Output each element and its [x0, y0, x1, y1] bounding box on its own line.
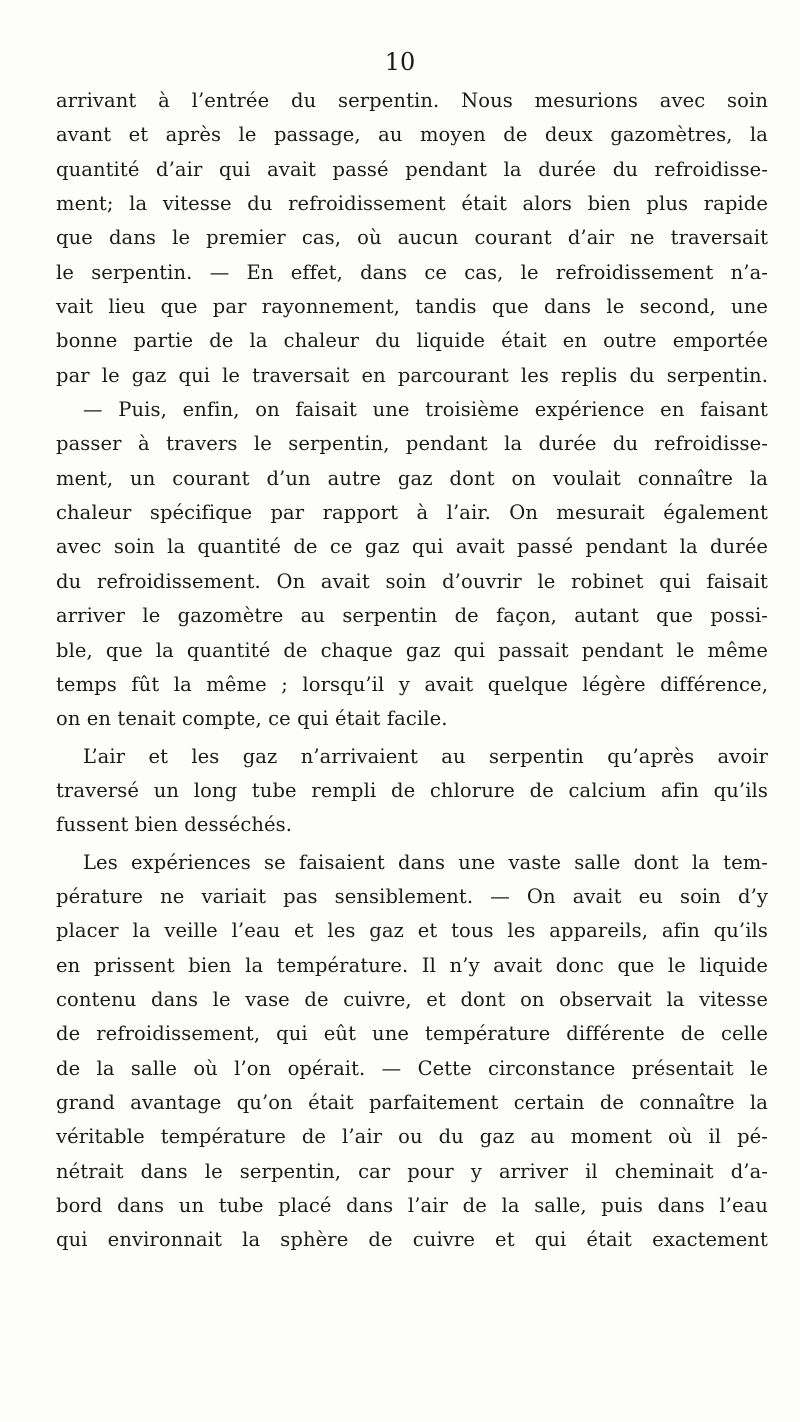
text-line: on en tenait compte, ce qui était facile. [56, 707, 448, 731]
text-line: avant et après le passage, au moyen de deux gazomètres, la [56, 123, 768, 147]
text-line: avec soin la quantité de ce gaz qui avait passé pendant la durée [56, 535, 768, 559]
text-line: Les expériences se faisaient dans une vaste salle dont la tem- [83, 850, 768, 874]
text-line: ble, que la quantité de chaque gaz qui passait pendant le même [56, 638, 768, 662]
text-line: par le gaz qui le traversait en parcourant les replis du serpentin. [56, 363, 768, 387]
body-text [56, 84, 768, 1258]
text-line: nétrait dans le serpentin, car pour y arriver il cheminait d’a- [56, 1159, 768, 1183]
text-line: bord dans un tube placé dans l’air de la salle, puis dans l’eau [56, 1194, 768, 1217]
text-line: du refroidissement. On avait soin d’ouvrir le robinet qui faisait [56, 569, 768, 593]
text-line: L’air et les gaz n’arrivaient au serpentin qu’après avoir [83, 744, 768, 768]
page-number: 10 [384, 48, 416, 76]
text-line: contenu dans le vase de cuivre, et dont on observait la vitesse [56, 987, 768, 1011]
text-line: de la salle où l’on opérait. — Cette circonstance présentait le [56, 1056, 768, 1080]
text-line: de refroidissement, qui eût une température différente de celle [56, 1022, 768, 1046]
text-line: quantité d’air qui avait passé pendant la durée du refroidisse- [56, 157, 768, 181]
text-line: bonne partie de la chaleur du liquide était en outre emportée [56, 329, 768, 353]
text-line: passer à travers le serpentin, pendant la durée du refroidisse- [56, 432, 768, 456]
text-line: traversé un long tube rempli de chlorure de calcium afin qu’ils [56, 778, 768, 802]
text-line: placer la veille l’eau et les gaz et tous les appareils, afin qu’ils [56, 919, 768, 943]
text-line: en prissent bien la température. Il n’y avait donc que le liquide [56, 953, 768, 977]
text-line: fussent bien desséchés. [56, 813, 293, 837]
text-line: que dans le premier cas, où aucun courant d’air ne traversait [56, 226, 768, 250]
text-line: chaleur spécifique par rapport à l’air. On mesurait également [56, 501, 768, 525]
text-line: le serpentin. — En effet, dans ce cas, le refroidissement n’a- [56, 260, 768, 284]
text-line: ment, un courant d’un autre gaz dont on voulait connaître la [56, 466, 768, 490]
text-line: qui environnait la sphère de cuivre et qui était exactement [56, 1228, 768, 1252]
text-line: véritable température de l’air ou du gaz au moment où il pé- [56, 1125, 768, 1149]
text-line: grand avantage qu’on était parfaitement certain de connaître la [56, 1090, 768, 1114]
text-line: pérature ne variait pas sensiblement. — On avait eu soin d’y [56, 884, 768, 908]
text-line: arrivant à l’entrée du serpentin. Nous mesurions avec soin [56, 89, 768, 112]
text-line: — Puis, enfin, on faisait une troisième expérience en faisant [83, 398, 768, 422]
text-line: arriver le gazomètre au serpentin de façon, autant que possi- [56, 604, 768, 628]
text-line: vait lieu que par rayonnement, tandis que dans le second, une [56, 295, 768, 319]
text-line: temps fût la même ; lorsqu’il y avait quelque légère différence, [56, 672, 768, 696]
text-line: ment; la vitesse du refroidissement était alors bien plus rapide [56, 192, 768, 216]
